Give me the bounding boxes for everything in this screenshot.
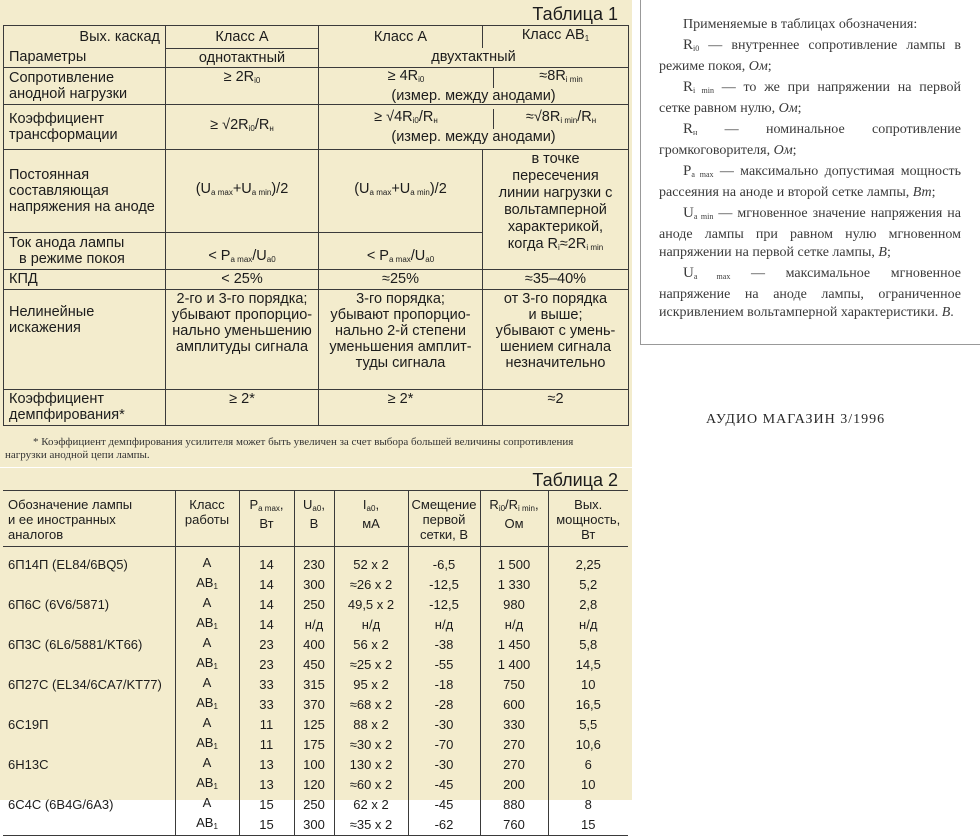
cell-cls: A [175,675,239,695]
cell-p: 14 [239,555,294,575]
col-header-power: $P_{a max}$, Вт [239,491,294,547]
cell-u: 230 [294,555,334,575]
cell-bias: -55 [408,655,480,675]
col-header-bias: Смещение первой сетки, В [408,491,480,547]
cell-i: 49,5 x 2 [334,595,408,615]
cell-cls: $AB_1$ [175,615,239,635]
table-row [4,67,629,104]
table-cell: ≥ 2* [319,389,483,425]
cell-bias: -45 [408,795,480,815]
legend-item: $R_н$ — номинальное сопротивление громкоговорителя, Ом; [659,121,961,158]
cell-r: н/д [480,615,548,635]
cell-cls: $AB_1$ [175,775,239,795]
cell-out: 8 [548,795,628,815]
cell-out: 15 [548,815,628,836]
cell-i: ≈30 x 2 [334,735,408,755]
cell-r: 600 [480,695,548,715]
row-label: Нелинейные искажения [4,289,166,389]
legend-intro: Применяемые в таблицах обозначения: [683,17,918,32]
cell-u: 100 [294,755,334,775]
cell-out: 5,8 [548,635,628,655]
table-row [3,795,628,815]
cell-cls: $AB_1$ [175,815,239,836]
table-row [4,289,629,389]
table-2-title: Таблица 2 [532,470,618,490]
legend-item: $R_{i0}$ — внутреннее сопротивление лампы в режиме покоя, Ом; [659,37,961,74]
table-cell: < $P_{a max}/U_{a0}$ [319,232,483,269]
table-cell: ≥ $√2R_{i0}/R_н$ [166,104,319,149]
cell-bias: -30 [408,715,480,735]
cell-lamp [3,735,175,755]
table-cell: в точке пересечения линии нагрузки с вольтамперной характерикой, когда $R_i\approx 2R_{i min}$ [483,149,629,269]
cell-r: 270 [480,735,548,755]
cell-r: 760 [480,815,548,836]
cell-r: 200 [480,775,548,795]
table-cell: от 3-го порядка и выше; убывают с умень- шением сигнала незначительно [483,289,629,389]
cell-bias: -18 [408,675,480,695]
cell-bias: -30 [408,755,480,775]
cell-out: 10 [548,775,628,795]
table-row [4,149,629,232]
cell-lamp: 6С19П [8,717,49,732]
legend-item: $U_{a min}$ — мгновенное значение напряжения на аноде лампы при равном нулю мгновенном напряжении на первой сетке лампы, В; [659,205,962,260]
legend-item: $P_{a max}$ — максимально допустимая мощность рассеяния на аноде и второй сетке лампы, Вт; [659,163,962,200]
header-stage: Вых. каскад [4,26,166,49]
cell-cls: A [175,595,239,615]
cell-out: 16,5 [548,695,628,715]
table-cell: $(U_{a max}+U_{a min})/2$ [166,149,319,232]
cell-r: 1 400 [480,655,548,675]
cell-cls: A [175,555,239,575]
cell-p: 33 [239,675,294,695]
table-row [4,104,629,149]
cell-out: 6 [548,755,628,775]
header-class-ab: Класс $АВ_1$ [483,26,629,49]
cell-bias: -45 [408,775,480,795]
cell-lamp: 6С4С (6B4G/6A3) [8,797,114,812]
table-cell: ≥ $√4R_{i0}/R_н$ $\approx√8R_{i min}/R_н$ (измер. между анодами) [319,104,629,149]
cell-u: 250 [294,795,334,815]
table-row [3,735,628,755]
table-row [3,755,628,775]
cell-lamp [3,655,175,675]
table-cell: 3-го порядка; убывают пропорцио- нально 2-й степени уменьшения амплит- туды сигнала [319,289,483,389]
cell-p: 33 [239,695,294,715]
col-header-lamp: Обозначение лампы и ее иностранных аналогов [3,491,175,547]
cell-lamp [3,815,175,836]
cell-out: 14,5 [548,655,628,675]
cell-r: 880 [480,795,548,815]
table-row [3,635,628,655]
col-header-output: Вых. мощность, Вт [548,491,628,547]
cell-i: ≈26 x 2 [334,575,408,595]
cell-u: 175 [294,735,334,755]
table-1-footnote: * Коэффициент демпфирования усилителя может быть увеличен за счет выбора большей величины сопротивления нагрузки анодной цепи лампы. [5,436,574,461]
cell-cls: $AB_1$ [175,735,239,755]
cell-p: 11 [239,715,294,735]
cell-u: н/д [294,615,334,635]
cell-r: 270 [480,755,548,775]
cell-r: 1 500 [480,555,548,575]
cell-bias: -12,5 [408,595,480,615]
cell-lamp: 6Н13С [8,757,49,772]
cell-i: ≈25 x 2 [334,655,408,675]
table-row [3,675,628,695]
cell-p: 13 [239,775,294,795]
header-push-pull: двухтактный [319,48,629,67]
header-class-a-2: Класс А [319,26,483,49]
cell-p: 14 [239,595,294,615]
table-cell: < 25% [166,269,319,289]
cell-cls: A [175,635,239,655]
cell-lamp [3,775,175,795]
cell-u: 250 [294,595,334,615]
cell-lamp: 6П6С (6V6/5871) [8,597,110,612]
legend-item: $U_{a max}$ — максимальное мгновенное напряжение на аноде лампы, ограниченное искривлением вольтамперной характеристики. В. [659,265,961,320]
table-2-panel [0,468,632,832]
cell-r: 1 450 [480,635,548,655]
cell-u: 300 [294,815,334,836]
header-class-a-1: Класс А [166,26,319,49]
table-cell: $(U_{a max}+U_{a min})/2$ [319,149,483,232]
cell-out: 2,8 [548,595,628,615]
cell-i: ≈60 x 2 [334,775,408,795]
cell-bias: -28 [408,695,480,715]
cell-bias: -12,5 [408,575,480,595]
cell-i: 130 x 2 [334,755,408,775]
cell-p: 11 [239,735,294,755]
table-1 [3,25,629,426]
table-row [3,655,628,675]
row-label: Ток анода лампы в режиме покоя [4,232,166,269]
col-header-class: Класс работы [175,491,239,547]
cell-i: ≈68 x 2 [334,695,408,715]
cell-lamp: 6П27С (EL34/6CA7/KT77) [8,677,162,692]
row-label: КПД [4,269,166,289]
cell-bias: -38 [408,635,480,655]
cell-lamp [3,575,175,595]
table-row [3,595,628,615]
cell-cls: $AB_1$ [175,575,239,595]
cell-i: ≈35 x 2 [334,815,408,836]
cell-bias: -62 [408,815,480,836]
col-header-resistance: $R_{i0}/R_{i min}$, Ом [480,491,548,547]
cell-p: 15 [239,795,294,815]
cell-p: 13 [239,755,294,775]
row-label: Коэффициент трансформации [4,104,166,149]
cell-cls: A [175,795,239,815]
legend [659,16,961,324]
table-cell: 2-го и 3-го порядка; убывают пропорцио- нально уменьшению амплитуды сигнала [166,289,319,389]
cell-bias: -70 [408,735,480,755]
cell-i: 62 x 2 [334,795,408,815]
legend-panel [640,0,980,345]
cell-r: 750 [480,675,548,695]
cell-u: 125 [294,715,334,735]
cell-p: 15 [239,815,294,836]
table-row [4,389,629,425]
row-label: Сопротивление анодной нагрузки [4,67,166,104]
table-cell: ≥ $2R_{i0}$ [166,67,319,104]
table-cell: ≈25% [319,269,483,289]
cell-u: 370 [294,695,334,715]
header-params: Параметры [4,48,166,67]
cell-i: 56 x 2 [334,635,408,655]
table-row [4,269,629,289]
cell-cls: $AB_1$ [175,655,239,675]
cell-p: 23 [239,655,294,675]
table-cell: ≈35–40% [483,269,629,289]
cell-u: 120 [294,775,334,795]
cell-lamp [3,615,175,635]
cell-r: 1 330 [480,575,548,595]
magazine-caption: АУДИО МАГАЗИН 3/1996 [706,412,886,427]
cell-lamp [3,695,175,715]
cell-i: н/д [334,615,408,635]
table-cell: ≥ 2* [166,389,319,425]
cell-i: 52 x 2 [334,555,408,575]
cell-i: 88 x 2 [334,715,408,735]
cell-bias: -6,5 [408,555,480,575]
cell-i: 95 x 2 [334,675,408,695]
table-1-header-row [4,26,629,49]
table-row [3,695,628,715]
table-row [3,815,628,836]
cell-cls: $AB_1$ [175,695,239,715]
table-row [3,575,628,595]
cell-p: 14 [239,575,294,595]
cell-cls: A [175,715,239,735]
header-single-ended: однотактный [166,48,319,67]
cell-p: 14 [239,615,294,635]
table-2-body [3,555,628,836]
cell-out: н/д [548,615,628,635]
cell-out: 10 [548,675,628,695]
table-2 [3,490,628,836]
table-2-header-row [3,491,628,547]
cell-r: 330 [480,715,548,735]
cell-out: 5,2 [548,575,628,595]
col-header-voltage: $U_{a0}$, В [294,491,334,547]
table-cell: ≥ $4R_{i0}$ $\approx 8R_{i min}$ (измер. между анодами) [319,67,629,104]
cell-p: 23 [239,635,294,655]
cell-u: 400 [294,635,334,655]
table-1-title: Таблица 1 [532,4,618,24]
row-label: Постоянная составляющая напряжения на аноде [4,149,166,232]
cell-r: 980 [480,595,548,615]
cell-out: 2,25 [548,555,628,575]
cell-u: 450 [294,655,334,675]
cell-out: 5,5 [548,715,628,735]
table-row [3,775,628,795]
cell-cls: A [175,755,239,775]
cell-bias: н/д [408,615,480,635]
table-row [3,715,628,735]
table-cell: < $P_{a max}/U_{a0}$ [166,232,319,269]
cell-lamp: 6П3С (6L6/5881/KT66) [8,637,143,652]
cell-u: 300 [294,575,334,595]
col-header-current: $I_{a0}$, мА [334,491,408,547]
row-label: Коэффициент демпфирования* [4,389,166,425]
cell-u: 315 [294,675,334,695]
table-cell: ≈2 [483,389,629,425]
cell-out: 10,6 [548,735,628,755]
table-row [3,555,628,575]
table-1-panel [0,0,632,467]
table-row [3,615,628,635]
legend-item: $R_{i min}$ — то же при напряжении на первой сетке равном нулю, Ом; [659,79,961,116]
cell-lamp: 6П14П (EL84/6BQ5) [8,557,128,572]
